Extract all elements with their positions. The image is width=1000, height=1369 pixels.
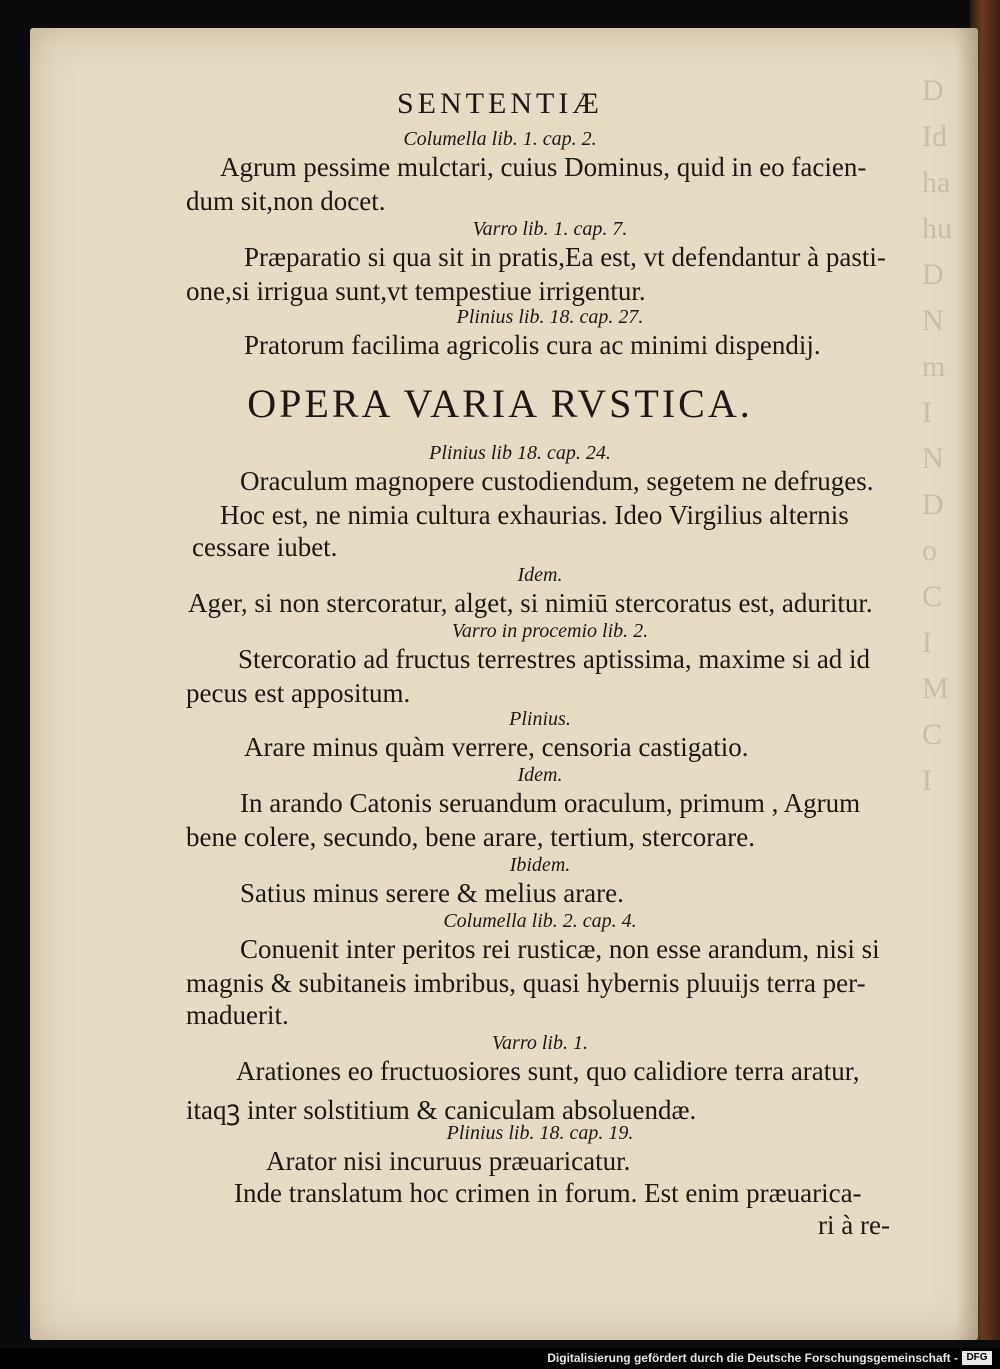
- body-line: Oraculum magnopere custodiendum, segetem ne defruges.: [240, 466, 874, 496]
- citation-line: Varro in procemio lib. 2.: [451, 620, 649, 642]
- citation-line: Varro lib. 1.: [492, 1032, 588, 1054]
- citation-line: Columella lib. 2. cap. 4.: [443, 910, 637, 932]
- section-title: OPERA VARIA RVSTICA.: [247, 381, 753, 426]
- citation-line: Idem.: [517, 764, 563, 786]
- bleed-through-shadow: D Id ha hu D N m I N D o C I M C I: [922, 74, 952, 797]
- body-line: Arare minus quàm verrere, censoria castigatio.: [244, 732, 749, 762]
- catchword: ri à re-: [818, 1210, 890, 1240]
- body-line: pecus est appositum.: [186, 678, 411, 708]
- citation-line: Ibidem.: [509, 854, 571, 876]
- body-line: dum sit,non docet.: [186, 186, 386, 216]
- citation-line: Plinius lib. 18. cap. 19.: [446, 1122, 634, 1144]
- citation-line: Plinius.: [509, 708, 571, 730]
- citation-line: Idem.: [517, 564, 563, 586]
- body-line: Hoc est, ne nimia cultura exhaurias. Ideo Virgilius alternis: [220, 500, 849, 530]
- body-line: magnis & subitaneis imbribus, quasi hybernis pluuijs terra per-: [186, 968, 866, 998]
- digitization-footer: [0, 1348, 1000, 1369]
- body-line: Ager, si non stercoratur, alget, si nimiū stercoratus est, aduritur.: [188, 588, 873, 618]
- citation-line: Plinius lib 18. cap. 24.: [429, 442, 611, 464]
- body-line: Agrum pessime mulctari, cuius Dominus, quid in eo facien-: [220, 152, 867, 182]
- body-line: Inde translatum hoc crimen in forum. Est enim præuarica-: [234, 1178, 862, 1208]
- body-line: Præparatio si qua sit in pratis,Ea est, vt defendantur à pasti-: [244, 242, 886, 272]
- body-line: maduerit.: [186, 1000, 289, 1030]
- body-line: Pratorum facilima agricolis cura ac minimi dispendij.: [244, 330, 821, 360]
- body-line: Arationes eo fructuosiores sunt, quo calidiore terra aratur,: [236, 1056, 860, 1086]
- body-line: Satius minus serere & melius arare.: [240, 878, 624, 908]
- running-header: SENTENTIÆ: [397, 87, 603, 120]
- body-line: itaqꝫ inter solstitium & caniculam absoluendæ.: [186, 1095, 697, 1125]
- body-line: cessare iubet.: [192, 532, 338, 562]
- body-line: one,si irrigua sunt,vt tempestiue irrigentur.: [186, 276, 646, 306]
- dfg-logo: DFG: [962, 1351, 992, 1365]
- citation-line: Varro lib. 1. cap. 7.: [472, 218, 628, 240]
- citation-line: Plinius lib. 18. cap. 27.: [456, 306, 644, 328]
- body-line: Arator nisi incuruus præuaricatur.: [266, 1146, 631, 1176]
- funding-credit: Digitalisierung gefördert durch die Deutsche Forschungsgemeinschaft -: [547, 1351, 958, 1365]
- body-line: Stercoratio ad fructus terrestres aptissima, maxime si ad id: [238, 644, 871, 674]
- body-line: bene colere, secundo, bene arare, tertium, stercorare.: [186, 822, 755, 852]
- citation-line: Columella lib. 1. cap. 2.: [403, 128, 597, 150]
- body-line: In arando Catonis seruandum oraculum, primum , Agrum: [240, 788, 861, 818]
- body-line: Conuenit inter peritos rei rusticæ, non esse arandum, nisi si: [240, 934, 880, 964]
